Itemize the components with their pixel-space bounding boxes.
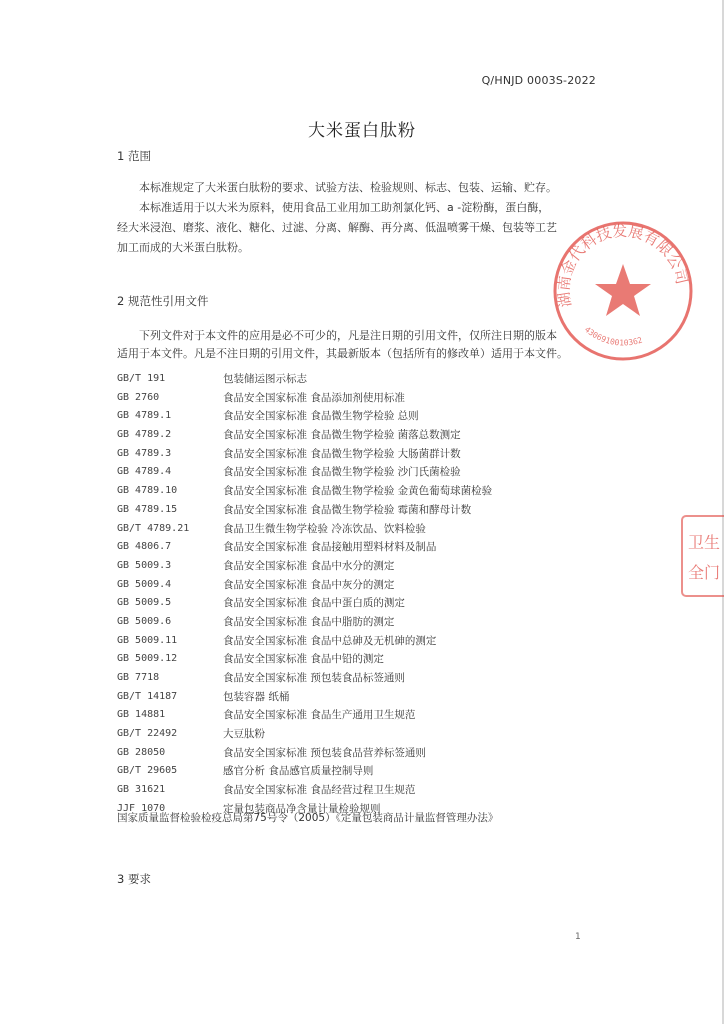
reference-title: 食品安全国家标准 食品微生物学检验 霉菌和酵母计数 xyxy=(223,503,472,516)
reference-row xyxy=(117,557,617,576)
reference-row xyxy=(117,463,617,482)
reference-title: 食品安全国家标准 食品微生物学检验 沙门氏菌检验 xyxy=(223,466,461,479)
reference-code: GB 5009.4 xyxy=(117,578,172,590)
intro-line: 下列文件对于本文件的应用是必不可少的，凡是注日期的引用文件，仅所注日期的版本 xyxy=(139,329,557,342)
reference-title: 包装容器 纸桶 xyxy=(223,690,290,703)
decree-reference: 国家质量监督检验检疫总局第75号令（2005）《定量包装商品计量监督管理办法》 xyxy=(117,812,499,824)
reference-row xyxy=(117,706,617,725)
reference-title: 食品安全国家标准 食品微生物学检验 菌落总数测定 xyxy=(223,429,461,442)
document-title: 大米蛋白肽粉 xyxy=(308,121,416,141)
reference-row xyxy=(117,632,617,651)
svg-text:卫生: 卫生 xyxy=(688,533,721,552)
page-number: 1 xyxy=(575,932,581,942)
seal-text-arc: 湖南金代科技发展有限公司 xyxy=(554,221,691,309)
scope-line: 本标准规定了大米蛋白肽粉的要求、试验方法、检验规则、标志、包装、运输、贮存。 xyxy=(139,181,557,194)
reference-code: GB 4789.15 xyxy=(117,503,178,515)
reference-title: 包装储运图示标志 xyxy=(223,373,307,385)
reference-row xyxy=(117,501,617,520)
section-heading-scope: 1 范围 xyxy=(117,149,151,163)
reference-row xyxy=(117,445,617,464)
reference-code: GB/T 4789.21 xyxy=(117,522,190,534)
reference-title: 食品安全国家标准 食品生产通用卫生规范 xyxy=(223,709,416,722)
reference-title: 食品安全国家标准 预包装食品标签通则 xyxy=(223,672,405,684)
scope-paragraph xyxy=(117,178,607,258)
reference-row xyxy=(117,520,617,539)
reference-code: GB 2760 xyxy=(117,391,160,403)
reference-row xyxy=(117,781,617,800)
reference-title: 食品安全国家标准 食品微生物学检验 总则 xyxy=(223,410,419,423)
reference-title: 食品安全国家标准 食品接触用塑料材料及制品 xyxy=(223,541,437,554)
reference-row xyxy=(117,669,617,688)
section-heading-requirements: 3 要求 xyxy=(117,872,151,886)
reference-code: GB 14881 xyxy=(117,709,166,721)
reference-row xyxy=(117,426,617,445)
reference-row xyxy=(117,370,617,389)
scope-line: 本标准适用于以大米为原料，使用食品工业用加工助剂氯化钙、a -淀粉酶，蛋白酶， xyxy=(139,201,550,214)
references-intro xyxy=(117,327,607,363)
reference-title: 食品安全国家标准 食品微生物学检验 金黄色葡萄球菌检验 xyxy=(223,485,493,498)
reference-row xyxy=(117,650,617,669)
reference-code: GB 5009.12 xyxy=(117,653,178,665)
reference-title: 食品安全国家标准 食品经营过程卫生规范 xyxy=(223,784,416,797)
reference-title: 食品安全国家标准 食品中水分的测定 xyxy=(223,559,395,572)
intro-line: 适用于本文件。凡是不注日期的引用文件，其最新版本（包括所有的修改单）适用于本文件。 xyxy=(117,347,568,360)
reference-row xyxy=(117,538,617,557)
reference-code: GB 4789.1 xyxy=(117,410,172,422)
reference-title: 食品安全国家标准 食品微生物学检验 大肠菌群计数 xyxy=(223,447,461,460)
reference-code: GB 4789.2 xyxy=(117,429,172,441)
scope-line: 加工而成的大米蛋白肽粉。 xyxy=(117,241,249,254)
reference-code: GB 4789.10 xyxy=(117,485,178,497)
reference-code: GB 31621 xyxy=(117,784,166,796)
reference-title: 食品卫生微生物学检验 冷冻饮品、饮料检验 xyxy=(223,522,426,535)
reference-code: GB 5009.6 xyxy=(117,615,172,627)
reference-code: GB 7718 xyxy=(117,672,160,683)
side-seal-fragment xyxy=(676,508,724,604)
reference-code: JJF 1070 xyxy=(117,802,166,814)
svg-text:全门: 全门 xyxy=(688,563,721,582)
reference-code: GB/T 14187 xyxy=(117,690,178,702)
reference-code: GB/T 29605 xyxy=(117,765,178,777)
reference-row xyxy=(117,482,617,501)
reference-code: GB 4789.4 xyxy=(117,466,172,478)
reference-code: GB 5009.11 xyxy=(117,634,178,646)
reference-code: GB 28050 xyxy=(117,746,166,758)
scope-line: 经大米浸泡、磨浆、液化、糖化、过滤、分离、解酶、再分离、低温喷雾干燥、包装等工艺 xyxy=(117,221,557,234)
reference-code: GB/T 191 xyxy=(117,373,166,384)
reference-row xyxy=(117,688,617,707)
reference-row xyxy=(117,613,617,632)
reference-title: 食品安全国家标准 食品中脂肪的测定 xyxy=(223,615,395,628)
reference-title: 定量包装商品净含量计量检验规则 xyxy=(223,802,381,815)
reference-title: 大豆肽粉 xyxy=(223,728,265,741)
seal-number-arc: 4306910010362 xyxy=(582,324,644,348)
reference-title: 食品安全国家标准 食品添加剂使用标准 xyxy=(223,391,405,404)
reference-row xyxy=(117,389,617,408)
reference-row xyxy=(117,594,617,613)
reference-list xyxy=(117,370,617,819)
standard-code: Q/HNJD 0003S-2022 xyxy=(481,74,596,87)
reference-title: 食品安全国家标准 食品中总砷及无机砷的测定 xyxy=(223,634,437,647)
reference-code: GB 4806.7 xyxy=(117,541,172,553)
reference-title: 食品安全国家标准 预包装食品营养标签通则 xyxy=(223,746,426,759)
reference-row xyxy=(117,762,617,781)
seal-star-icon xyxy=(595,264,651,316)
reference-title: 食品安全国家标准 食品中灰分的测定 xyxy=(223,578,395,591)
reference-code: GB/T 22492 xyxy=(117,728,178,740)
reference-code: GB 4789.3 xyxy=(117,447,172,459)
reference-row xyxy=(117,744,617,763)
reference-title: 食品安全国家标准 食品中蛋白质的测定 xyxy=(223,597,405,610)
company-seal-stamp xyxy=(548,216,698,366)
reference-row xyxy=(117,576,617,595)
reference-title: 感官分析 食品感官质量控制导则 xyxy=(223,765,374,778)
reference-code: GB 5009.3 xyxy=(117,559,172,571)
reference-title: 食品安全国家标准 食品中铅的测定 xyxy=(223,653,384,666)
section-heading-normative-references: 2 规范性引用文件 xyxy=(117,294,209,308)
reference-code: GB 5009.5 xyxy=(117,597,172,609)
reference-row xyxy=(117,407,617,426)
reference-row xyxy=(117,725,617,744)
